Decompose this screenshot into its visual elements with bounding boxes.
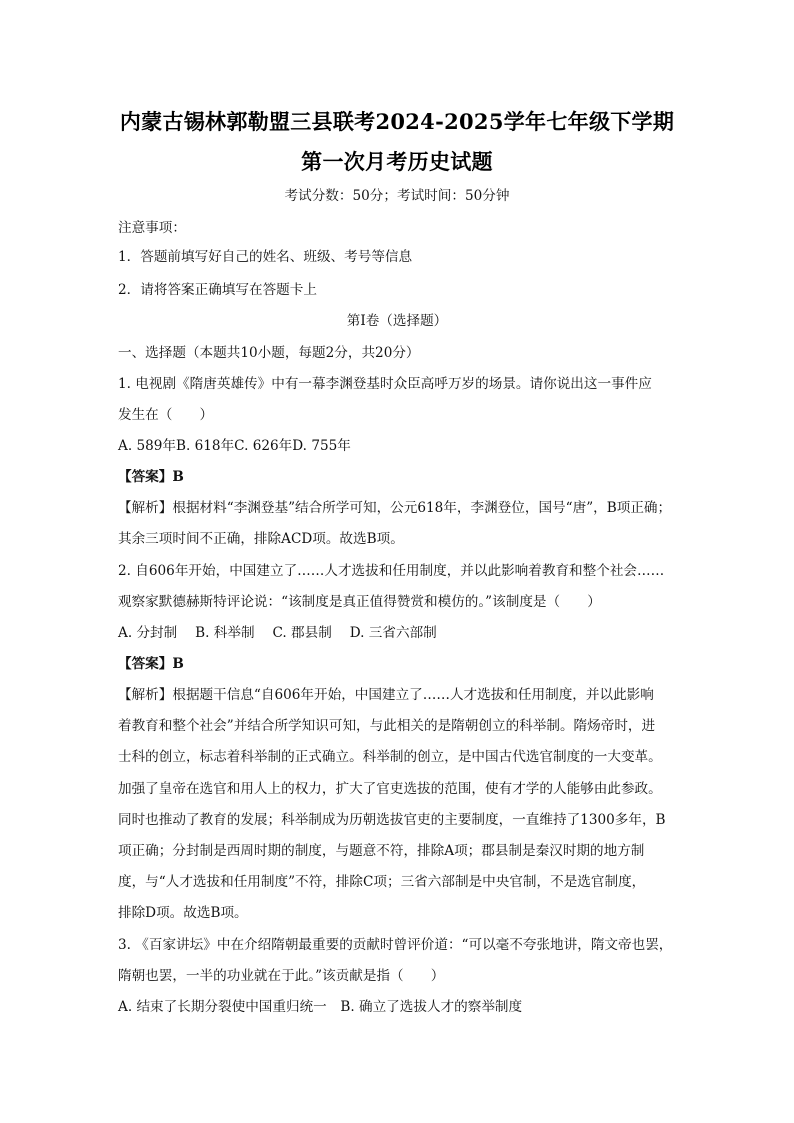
section-heading: 一、选择题（本题共10小题，每题2分，共20分） <box>118 345 420 361</box>
notes-heading: 注意事项： <box>118 220 186 236</box>
q2-analysis-line7: 度，与“人才选拔和任用制度”不符，排除C项；三省六部制是中央官制，不是选官制度， <box>118 874 646 890</box>
q3-stem-line1: 3. 《百家讲坛》中在介绍隋朝最重要的贡献时曾评价道：“可以毫不夸张地讲，隋文帝也罢， <box>118 937 673 953</box>
q2-analysis-line3: 士科的创立，标志着科举制的正式确立。科举制的创立，是中国古代选官制度的一大变革。 <box>118 749 662 765</box>
q2-analysis-line4: 加强了皇帝在选官和用人上的权力，扩大了官吏选拔的范围，使有才学的人能够由此参政。 <box>118 781 662 797</box>
volume-heading: 第I卷（选择题） <box>346 313 448 329</box>
q3-stem-line2: 隋朝也罢，一半的功业就在于此。”该贡献是指（ ） <box>118 968 445 984</box>
q2-analysis-line2: 着教育和整个社会”并结合所学知识可知，与此相关的是隋朝创立的科举制。隋炀帝时，进 <box>118 718 656 734</box>
q1-stem-line1: 1. 电视剧《隋唐英雄传》中有一幕李渊登基时众臣高呼万岁的场景。请你说出这一事件应 <box>118 376 652 392</box>
q2-options: A. 分封制 B. 科举制 C. 郡县制 D. 三省六部制 <box>118 625 437 641</box>
q2-analysis-line5: 同时也推动了教育的发展；科举制成为历朝选拔官吏的主要制度，一直维持了1300多年，B <box>118 812 666 828</box>
q3-options: A. 结束了长期分裂使中国重归统一 B. 确立了选拔人才的察举制度 <box>118 999 523 1015</box>
q2-analysis-line6: 项正确；分封制是西周时期的制度，与题意不符，排除A项；郡县制是秦汉时期的地方制 <box>118 843 645 859</box>
q2-analysis-line8: 排除D项。故选B项。 <box>118 905 248 921</box>
document-title-line2: 第一次月考历史试题 <box>301 149 493 174</box>
q1-analysis-line2: 其余三项时间不正确，排除ACD项。故选B项。 <box>118 531 404 547</box>
q1-stem-line2: 发生在（ ） <box>118 407 214 423</box>
q1-analysis-line1: 【解析】根据材料“李渊登基”结合所学可知，公元618年，李渊登位，国号“唐”，B项正确； <box>118 500 672 516</box>
q2-answer: 【答案】B <box>118 656 184 672</box>
notes-item-1: 1．答题前填写好自己的姓名、班级、考号等信息 <box>118 249 413 265</box>
exam-info: 考试分数：50分；考试时间：50分钟 <box>284 188 510 204</box>
q2-stem-line2: 观察家默德赫斯特评论说：“该制度是真正值得赞赏和模仿的。”该制度是（ ） <box>118 594 601 610</box>
notes-item-2: 2．请将答案正确填写在答题卡上 <box>118 282 317 298</box>
q2-analysis-line1: 【解析】根据题干信息“自606年开始，中国建立了……人才选拔和任用制度，并以此影响 <box>118 687 654 703</box>
document-title-line1: 内蒙古锡林郭勒盟三县联考2024-2025学年七年级下学期 <box>119 109 675 134</box>
q1-answer: 【答案】B <box>118 469 184 485</box>
q2-stem-line1: 2. 自606年开始，中国建立了……人才选拔和任用制度，并以此影响着教育和整个社会…… <box>118 563 665 579</box>
q1-options: A. 589年B. 618年C. 626年D. 755年 <box>118 438 351 454</box>
